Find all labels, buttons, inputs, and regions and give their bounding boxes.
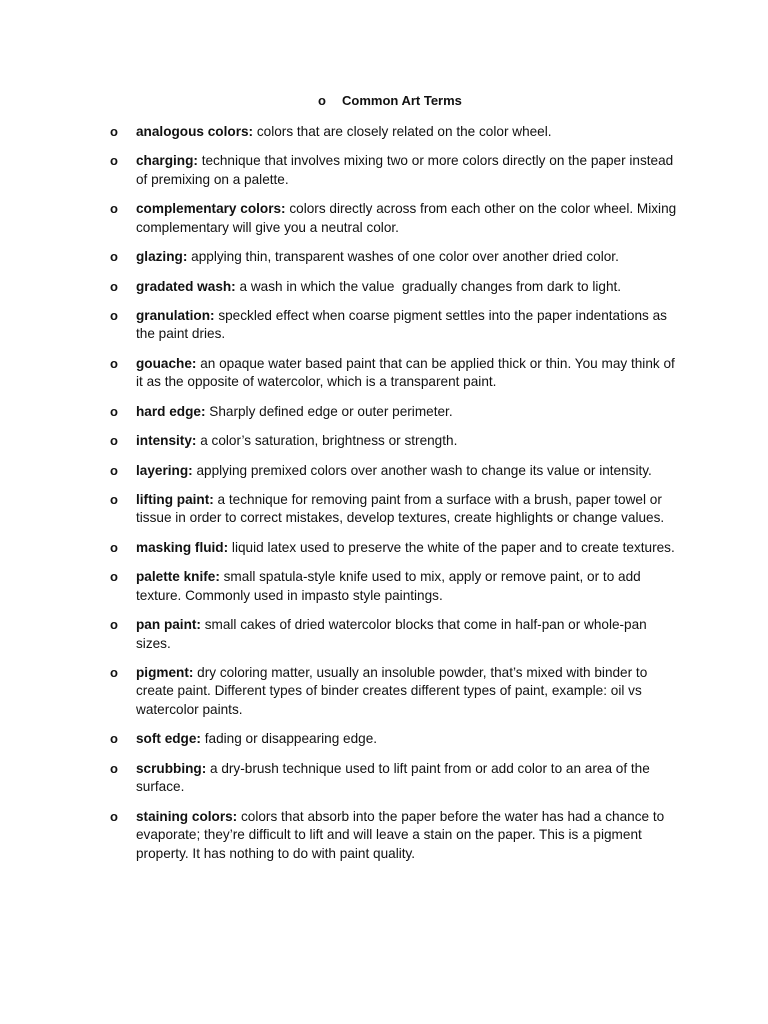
term-name: pan paint: bbox=[136, 617, 201, 633]
term-definition: fading or disappearing edge. bbox=[200, 731, 378, 747]
term-list bbox=[110, 123, 680, 874]
page-title-text: Common Art Terms bbox=[342, 93, 462, 108]
term-definition: a technique for removing paint from a surface with a brush, paper towel or tissue in order to correct mistakes, develop textures, create highlights or change values. bbox=[136, 491, 665, 526]
term-name: masking fluid: bbox=[136, 539, 229, 555]
term-definition: applying premixed colors over another wash to change its value or intensity. bbox=[192, 462, 652, 478]
bullet-icon: o bbox=[110, 433, 118, 449]
bullet-icon: o bbox=[110, 249, 118, 265]
term-name: hard edge: bbox=[136, 403, 206, 419]
term-name: soft edge: bbox=[136, 731, 201, 747]
list-item bbox=[110, 808, 680, 864]
bullet-icon: o bbox=[110, 124, 118, 139]
list-item bbox=[110, 152, 680, 189]
bullet-icon: o bbox=[110, 403, 118, 419]
bullet-icon: o bbox=[110, 201, 118, 217]
term-definition: small cakes of dried watercolor blocks that come in half-pan or whole-pan sizes. bbox=[136, 617, 647, 651]
term-name: analogous colors: bbox=[136, 124, 254, 139]
list-item bbox=[110, 200, 680, 237]
bullet-icon: o bbox=[110, 355, 118, 371]
list-item bbox=[110, 355, 680, 392]
bullet-icon: o bbox=[110, 569, 118, 585]
term-name: charging: bbox=[136, 153, 198, 169]
bullet-icon: o bbox=[110, 307, 118, 323]
term-definition: a color’s saturation, brightness or strength. bbox=[196, 433, 458, 449]
term-definition: colors directly across from each other on the color wheel. Mixing complementary will give you a neutral color. bbox=[136, 201, 677, 235]
term-name: intensity: bbox=[136, 433, 197, 449]
term-definition: a wash in which the value gradually changes from dark to light. bbox=[235, 278, 622, 294]
term-definition: a dry-brush technique used to lift paint from or add color to an area of the surface. bbox=[136, 760, 650, 795]
bullet-icon: o bbox=[110, 664, 118, 680]
page-title bbox=[318, 93, 462, 109]
list-item bbox=[110, 307, 680, 344]
list-item bbox=[110, 730, 680, 749]
term-name: gouache: bbox=[136, 355, 197, 371]
term-name: staining colors: bbox=[136, 808, 238, 824]
term-name: palette knife: bbox=[136, 569, 220, 585]
term-name: granulation: bbox=[136, 307, 215, 323]
bullet-icon: o bbox=[110, 808, 118, 824]
term-definition: Sharply defined edge or outer perimeter. bbox=[205, 403, 453, 419]
bullet-icon: o bbox=[110, 539, 118, 555]
list-item bbox=[110, 278, 680, 297]
list-item bbox=[110, 248, 680, 267]
list-item bbox=[110, 568, 680, 605]
term-definition: speckled effect when coarse pigment settles into the paper indentations as the paint dries. bbox=[136, 307, 667, 342]
list-item bbox=[110, 123, 680, 142]
bullet-icon: o bbox=[110, 731, 118, 747]
list-item bbox=[110, 539, 680, 558]
list-item bbox=[110, 664, 680, 720]
bullet-icon: o bbox=[318, 93, 326, 108]
term-definition: colors that absorb into the paper before the water has had a chance to evaporate; they’re difficult to lift and will leave a stain on the paper. This is a pigment property. It has nothing to do with paint quality. bbox=[136, 808, 665, 861]
bullet-icon: o bbox=[110, 153, 118, 169]
term-name: complementary colors: bbox=[136, 201, 286, 217]
term-name: layering: bbox=[136, 462, 193, 478]
bullet-icon: o bbox=[110, 491, 118, 507]
term-definition: small spatula-style knife used to mix, apply or remove paint, or to add texture. Commonly used in impasto style paintings. bbox=[136, 569, 641, 603]
bullet-icon: o bbox=[110, 760, 118, 776]
list-item bbox=[110, 616, 680, 653]
list-item bbox=[110, 403, 680, 422]
term-definition: applying thin, transparent washes of one color over another dried color. bbox=[187, 249, 619, 265]
list-item bbox=[110, 462, 680, 481]
term-definition: an opaque water based paint that can be applied thick or thin. You may think of it as the opposite of watercolor, which is a transparent paint. bbox=[136, 355, 675, 390]
bullet-icon: o bbox=[110, 462, 118, 478]
term-name: lifting paint: bbox=[136, 491, 214, 507]
list-item bbox=[110, 760, 680, 797]
term-name: pigment: bbox=[136, 664, 194, 680]
bullet-icon: o bbox=[110, 617, 118, 633]
term-name: glazing: bbox=[136, 249, 188, 265]
bullet-icon: o bbox=[110, 278, 118, 294]
term-definition: technique that involves mixing two or more colors directly on the paper instead of premixing on a palette. bbox=[136, 153, 674, 187]
list-item bbox=[110, 491, 680, 528]
term-definition: dry coloring matter, usually an insoluble powder, that’s mixed with binder to create paint. Different types of binder creates different types of paint, example: oil vs watercolor paints. bbox=[136, 664, 648, 717]
term-definition: liquid latex used to preserve the white of the paper and to create textures. bbox=[228, 539, 675, 555]
term-name: gradated wash: bbox=[136, 278, 236, 294]
term-definition: colors that are closely related on the color wheel. bbox=[253, 124, 552, 139]
list-item bbox=[110, 432, 680, 451]
term-name: scrubbing: bbox=[136, 760, 207, 776]
